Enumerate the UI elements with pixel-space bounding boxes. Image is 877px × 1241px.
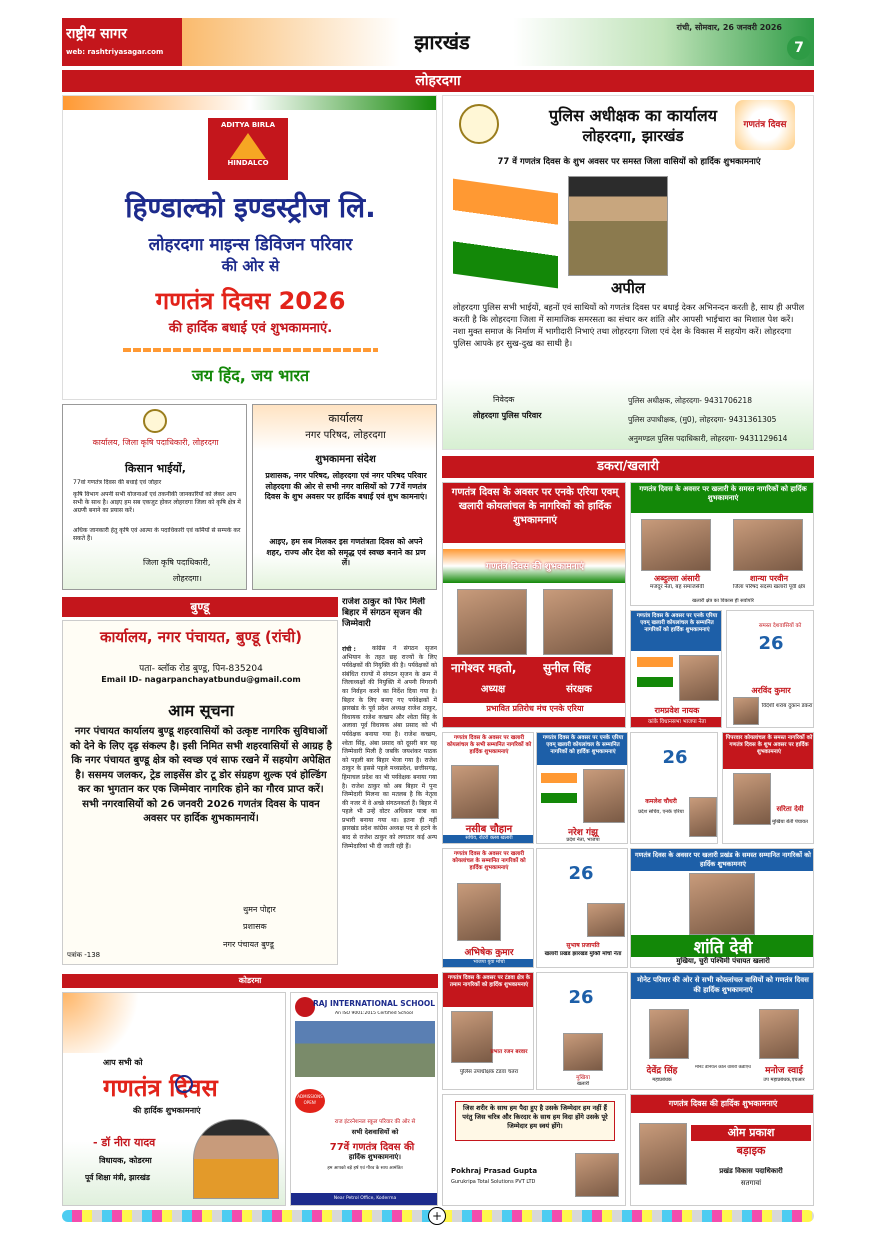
flag-icon [453,179,558,289]
flag-icon [541,773,577,803]
krishi-ad: कार्यालय, जिला कृषि पदाधिकारी, लोहरदगा किसान भाईयों, 77वां गणतंत्र दिवस की बधाई एवं जोहार कृषि विभाग अपनी सभी योजनाओं एवं तकनीकी जानकारियों को लेकर आप सभी के साथ है। आइए हम सब एकजुट होकर लोहरदगा जिला को कृषि क्षेत्र में अग्रणी बनाने का प्रयास करें। अधिक जानकारी हेतु कृषि एवं आत्मा के पदाधिकारी एवं कर्मियों से सम्पर्क कर सकते हैं। जिला कृषि पदाधिकारी, लोहरदगा। [62,404,247,590]
news-article: राजेश ठाकुर को फिर मिली बिहार में संगठन सृजन की जिम्मेवारी रांची : कांग्रेस ने संगठन सृजन अभियान के तहत छह राज्यों के लिए पर्यवेक्षकों की नियुक्ति की है। पर्यवेक्षकों को संबंधित राज्यों में संगठन सृजन के क्रम में जिलाध्यक्षों की नियुक्ति में अपनी निगरानी का निर्वहन करने का निर्देश दिया गया है। बिहार के लिए बनाए गए पर्यवेक्षकों में झारखंड के पूर्व प्रदेश अध्यक्ष राजेश ठाकुर, विधायक राजेश कच्छप और श्वेता सिंह के अलावा पूर्व विधायक अंबा प्रसाद को भी पर्यवेक्षक बनाया गया है। राजेश कच्छप, श्वेता सिंह, अंबा प्रसाद को दूसरी बार यह जिम्मेवारी मिली है जबकि जयशंकर पाठक को पहली बार बिहार भेजा गया है। राजेश ठाकुर के इससे पहले मध्यप्रदेश, छत्तीसगढ़, हिमाचल प्रदेश का भी पर्यवेक्षक बनाया गया है। राजेश ठाकुर को अब बिहार में पुनः जिम्मेदारी मिलना का मतलब है कि नेतृत्व की नजर में वे अच्छे संगठनकर्ता हैं। बिहार में पहले भी उन्हें वोटर अधिकार यात्रा का प्रभारी बनाया गया था। इतना ही नहीं झारखंड प्रदेश कांग्रेस अध्यक्ष पद से हटने के बाद से राजेश ठाकुर को लगातार कई अन्य जिम्मेदारियां भी दी जाती रही हैं। [342,597,437,850]
brand-name: राष्ट्रीय सागर [66,26,127,42]
news-headline: राजेश ठाकुर को फिर मिली बिहार में संगठन सृजन की जिम्मेवारी [342,597,425,629]
hindalco-ad: ADITYA BIRLA HINDALCO हिण्डाल्को इण्डस्ट्रीज लि. लोहरदगा माइन्स डिविजन परिवार की ओर से गणतंत्र दिवस 2026 की हार्दिक बधाई एवं शुभकामनाएं. जय हिंद, जय भारत [62,95,437,400]
page-number: 7 [787,36,811,60]
koderma-ad-2: RAJ INTERNATIONAL SCHOOL An ISO 9001:2015 Certified School ADMISSIONS OPEN! राज इंटरनेशनल स्कूल परिवार की ओर से सभी देशवासियों को 77वें गणतंत्र दिवस की हार्दिक शुभकामनाएं। हम आपको बड़े हर्ष एवं गौरव के साथ आमंत्रित Near Petrol Office, Koderma [290,992,438,1206]
person-photo [679,655,719,701]
person-photo [689,797,717,837]
masthead [62,18,814,66]
person-photo [689,873,755,935]
dakra-ad-16: गणतंत्र दिवस की हार्दिक शुभकामनाएं ओम प्रकाश बड़ाइक प्रखंड विकास पदाधिकारी सतगावां [630,1094,814,1206]
person-photo [641,519,711,571]
dakra-ad-12: गणतंत्र दिवस के अवसर पर टंडवा क्षेत्र के तमाम नागरिकों को हार्दिक शुभकामनाएं प्रभात रंजन बरवार पुलिस उपाधीक्षक टंडवा चतरा [442,972,534,1090]
bundu-heading: बुण्डू [62,597,338,617]
person-photo [649,1009,689,1059]
section-title: झारखंड [414,30,470,54]
person-photo [457,589,527,655]
parishad-ad: कार्यालय नगर परिषद, लोहरदगा शुभकामना संदेश प्रशासक, नगर परिषद, लोहरदगा एवं नगर परिषद परिवार लोहरदगा की ओर से सभी नगर वासियों को 77वें गणतंत्र दिवस के शुभ अवसर पर हार्दिक बधाई एवं शुभ कामनाएं। आइए, हम सब मिलकर इस गणतंत्रता दिवस को अपने शहर, राज्य और देश को समृद्ध एवं स्वच्छ बनाने का प्रण लें। [252,404,437,590]
koderma-ad-1: आप सभी को गणतंत्र दिवस की हार्दिक शुभकामनाएं - डॉ नीरा यादव विधायक, कोडरमा पूर्व शिक्षा मंत्री, झारखंड [62,992,286,1206]
brand-web: web: rashtriyasagar.com [66,48,164,56]
person-photo [759,1009,799,1059]
person-photo [457,883,501,941]
person-photo [583,769,625,823]
notice-title: आम सूचना [168,701,234,719]
dakra-ad-4: समस्त देशवासियों को 26 अरविंद कुमार विदेशी शराब दुकान डकरा [726,610,814,728]
person-photo [575,1153,619,1197]
person-photo [587,903,625,937]
dakra-ad-7: 26 कमलेश चौधरी प्रदेश सचिव, एनके एरिया [630,732,718,844]
dakra-ad-11: गणतंत्र दिवस के अवसर पर खलारी प्रखंड के समस्त सम्मानित नागरिकों को हार्दिक शुभकामनाएं शांति देवी मुखिया, चुरी पश्चिमी पंचायत खलारी [630,848,814,968]
hindalco-title: हिण्डाल्को इण्डस्ट्रीज लि. [125,191,376,224]
emblem-icon [143,409,167,433]
person-photo [639,1123,687,1185]
police-ad: पुलिस अधीक्षक का कार्यालय लोहरदगा, झारखंड गणतंत्र दिवस 77 वें गणतंत्र दिवस के शुभ अवसर पर समस्त जिला वासियों को हार्दिक शुभकामनाएं अपील लोहरदगा पुलिस सभी भाईयों, बहनों एवं साथियों को गणतंत्र दिवस पर बधाई देकर अभिनन्दन करती है, साथ ही अपील करती है कि लोहरदगा जिला में सामाजिक समरसता का संचार कर शांति और आपसी भाईचारा का मिशाल पेश करें। नशा मुक्त समाज के निर्माण में भागीदारी निभाएं तथा लोहरदगा जिला एवं देश के विकास में सहयोग करें। लोहरदगा पुलिस आपके हर सुख-दुख का साथी है। निवेदक लोहरदगा पुलिस परिवार पुलिस अधीक्षक, लोहरदगा- 9431706218 पुलिस उपाधीक्षक, (मु0), लोहरदगा- 9431361305 अनुमण्डल पुलिस पदाधिकारी, लोहरदगा- 9431129614 [442,95,814,450]
dakra-ad-10: 26 सुभाष प्रजापति खलारी प्रखंड झारखंड मुक्ति मोर्चा नेता [536,848,628,968]
dakra-ad-3: गणतंत्र दिवस के अवसर पर एनके एरिया एवम् खलारी कोयलांचल के सम्मानित नागरिकों को हार्दिक शुभकामनाएं रामप्रवेश नायक कांके विधानसभा भाजपा नेता [630,610,722,728]
issue-date: रांची, सोमवार, 26 जनवरी 2026 [676,23,782,32]
dakra-ad-15: जिस शरीर के साथ हम पैदा हुए है उसके जिम्मेदार हम नहीं हैं परंतु जिस चरित्र और किरदार के साथ हम विदा होंगे उसके पूरे जिम्मेदार हम स्वयं होंगे। Pokhraj Prasad Gupta Gurukripa Total Solutions PVT LTD [442,1094,626,1206]
person-photo [451,765,499,819]
police-emblem-icon [459,104,499,144]
person-photo [733,773,771,825]
koderma-heading: कोडरमा [62,974,438,988]
school-photo [295,1021,435,1077]
dakra-heading: डकरा/खलारी [442,456,814,478]
person-photo [733,697,759,725]
dakra-ad-8: पिपरवार कोयलांचल के समस्त नागरिकों को गणतंत्र दिवस के शुभ अवसर पर हार्दिक शुभकामनाएं सरिता देवी मुखिया बेंती पंचायत [722,732,814,844]
person-photo [563,1033,603,1071]
chakra-icon [175,1075,193,1093]
dakra-ad-6: गणतंत्र दिवस के अवसर पर एनके एरिया एवम् खलारी कोयलांचल के सम्मानित नागरिकों को हार्दिक शुभकामनाएं नरेश गंझू प्रदेश नेता, भाजपा [536,732,628,844]
dakra-ad-14: मोनेट परिवार की ओर से सभी कोयलांचल वासियों को गणतंत्र दिवस की हार्दिक शुभकामनाएं मोनेट डेनियल कोल वाशरी केडीएच देवेंद्र सिंह महाप्रबंधक मनोज स्वाई उप महाप्रबंधक,एचआर [630,972,814,1090]
person-photo [733,519,803,571]
dakra-ad-9: गणतंत्र दिवस के अवसर पर खलारी कोयलांचल के सम्मानित नागरिकों को हार्दिक शुभकामनाएं अभिषेक कुमार भाजपा युवा मोर्चा [442,848,534,968]
republic-badge: गणतंत्र दिवस [735,100,795,150]
dakra-ad-5: गणतंत्र दिवस के अवसर पर खलारी कोयलांचल के सभी सम्मानित नागरिकों को हार्दिक शुभकामनाएं नसीब चौहान सचिव, रोटरी क्लब खलारी [442,732,534,844]
flag-icon [637,657,673,687]
koderma-republic: गणतंत्र दिवस [103,1074,218,1102]
lohardaga-heading: लोहरदगा [62,70,814,92]
dakra-ad-2: गणतंत्र दिवस के अवसर पर खलारी के समस्त नागरिकों को हार्दिक शुभकामनाएं अब्दुल्ला अंसारी मजदूर नेता, बह समाजसेवी शान्या परवीन जिला परिषद सदस्य खलारी पूर्वी क्षेत्र खलारी क्षेत्र का विकास ही सर्वोपरि [630,482,814,606]
bundu-ad: कार्यालय, नगर पंचायत, बुण्डू (रांची) पता- ब्लॉक रोड बुण्डू, पिन-835204 Email ID- nagarpanchayatbundu@gmail.com आम सूचना नगर पंचायत कार्यालय बुण्डू शहरवासियों को उत्कृष्ट नागरिक सुविधाओं को देने के लिए दृढ़ संकल्प है। इसी निमित सभी शहरवासियों से आग्रह है कि नगर पंचायत बुण्डू क्षेत्र को स्वच्छ एवं साफ रखने में सहयोग अपेक्षित है। ससमय जलकर, ट्रेड लाइसेंस डोर टू डोर संग्रहण शुल्क एवं होल्डिंग कर का भुगतान कर एक जिम्मेवार नागरिक होने का गौरव प्राप्त करें। सभी नगरवासियों को 26 जनवरी 2026 गणतंत्र दिवस के पावन अवसर पर हार्दिक शुभकामनायें। थुमन पोद्दार प्रशासक नगर पंचायत बुण्डू पत्रांक -138 [62,620,338,965]
hindalco-republic: गणतंत्र दिवस 2026 [155,287,346,314]
person-photo [543,589,613,655]
hindalco-logo: ADITYA BIRLA HINDALCO [208,118,288,180]
dakra-ad-1: गणतंत्र दिवस के अवसर पर एनके एरिया एवम् खलारी कोयलांचल के नागरिकों को हार्दिक शुभकामनाएं गणतंत्र दिवस की शुभकामनाएं नागेश्वर महतो, सुनील सिंह अध्यक्ष संरक्षक प्रभावित प्रतिरोध मंच एनके एरिया [442,482,626,728]
dakra-ad-13: 26 मुखिया खलारी [536,972,628,1090]
person-photo [193,1119,279,1199]
sp-photo [568,176,668,276]
register-cross-icon: + [428,1207,446,1225]
